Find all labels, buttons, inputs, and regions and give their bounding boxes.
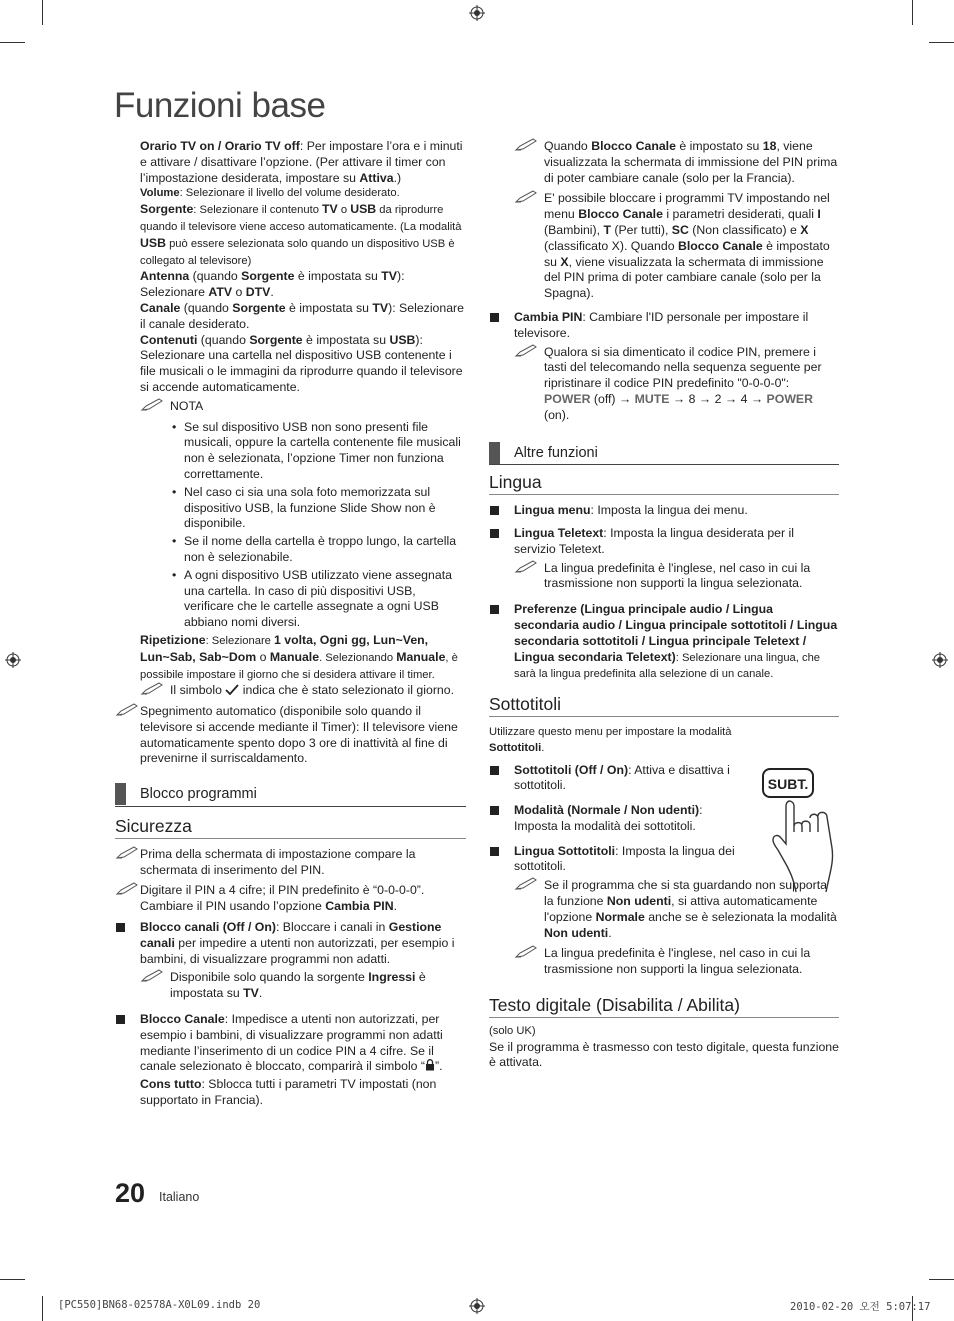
- spagna-note: E' possibile bloccare i programmi TV impostando nel menu Blocco Canale i parametri desiderati, quali I (Bambini), T (Per tutti), SC (Non classificato) e X (classificato X). Quando Blocco Canale è impostato su X, viene visualizzata la schermata di immissione del PIN prima di poter cambiare canale (solo per la Spagna).: [514, 191, 839, 302]
- spegnimento-note: Spegnimento automatico (disponibile solo quando il televisore si accende mediante il Timer): Il televisore viene automaticamente spento dopo 3 ore di inattività al fine di prevenirne il surriscaldamento.: [115, 704, 466, 767]
- crop-mark: [0, 1279, 25, 1280]
- page-language: Italiano: [159, 1190, 200, 1204]
- heading-bar: [115, 783, 126, 805]
- contenuti-text: Contenuti (quando Sorgente è impostata su USB): Selezionare una cartella nel dispositivo USB contenente i file musicali o le immagini da riprodurre quando il televisore si accende automaticamente.: [140, 332, 463, 394]
- ripetizione-text: Ripetizione: Selezionare 1 volta, Ogni gg, Lun~Ven, Lun~Sab, Sab~Dom o Manuale. Selezionando Manuale, è possibile impostare il giorno che si desidera attivare il timer.: [140, 632, 458, 681]
- blocco-canale-item: Blocco Canale: Impedisce a utenti non autorizzati, per esempio i bambini, di visualizzare programmi non adatti mediante l’inserimento di un codice PIN a 4 cifre. Se il canale selezionato è bloccato, comparirà il simbolo “ ”.: [115, 1012, 466, 1075]
- sottotitoli-intro: Utilizzare questo menu per impostare la modalità Sottotitoli.: [489, 725, 732, 754]
- pencil-note-icon: [514, 877, 538, 891]
- cambia-pin-item: Cambia PIN: Cambiare l'ID personale per impostare il televisore. Qualora si sia dimenticato il codice PIN, premere i tasti del telecomando nella sequenza seguente per ripristinare il codice PIN predefinito "0-0-0-0": POWER (off) → MUTE → 8 → 2 → 4 → POWER (on).: [489, 310, 839, 424]
- crop-mark: [42, 1296, 43, 1321]
- sottotitoli-note-1: Se il programma che si sta guardando non supporta la funzione Non udenti, si attiva automaticamente l'opzione Normale anche se è selezionata la modalità Non udenti.: [514, 878, 839, 941]
- simbolo-note: Il simbolo indica che è stato selezionato il giorno.: [140, 683, 466, 699]
- square-bullet-icon: [116, 923, 125, 932]
- pencil-note-icon: [514, 945, 538, 959]
- crop-mark: [42, 0, 43, 25]
- sicurezza-note-2: Digitare il PIN a 4 cifre; il PIN predefinito è “0-0-0-0”. Cambiare il PIN usando l’opzione Cambia PIN.: [115, 883, 466, 915]
- crop-mark: [0, 42, 25, 43]
- sottotitoli-onoff-item: Sottotitoli (Off / On): Attiva e disattiva i sottotitoli.: [489, 763, 739, 795]
- crop-mark: [929, 1279, 954, 1280]
- heading-lingua: Lingua: [489, 475, 839, 495]
- pencil-note-icon: [140, 682, 164, 696]
- pencil-note-icon: [514, 190, 538, 204]
- list-item: • A ogni dispositivo USB utilizzato viene assegnata una cartella. In caso di più dispositivi USB, verificare che le cartelle assegnate a ogni USB abbiano nomi diversi.: [172, 567, 452, 630]
- list-item: • Se il nome della cartella è troppo lungo, la cartella non è selezionabile.: [172, 534, 457, 564]
- sorgente-text: Sorgente: Selezionare il contenuto TV o USB da riprodurre quando il televisore viene acceso automaticamente. (La modalità USB può essere selezionata solo quando un dispositivo USB è collegato al televisore): [140, 202, 462, 267]
- pencil-note-icon: [514, 344, 538, 358]
- section-heading-altre: Altre funzioni: [489, 442, 839, 466]
- blocco-canali-note: Disponibile solo quando la sorgente Ingressi è impostata su TV.: [140, 970, 466, 1002]
- section-heading-blocco: Blocco programmi: [115, 783, 466, 807]
- list-item: • Se sul dispositivo USB non sono presenti file musicali, oppure la cartella contenente file musicali non è selezionata, l’opzione Timer non funziona correttamente.: [172, 419, 461, 481]
- subt-label: SUBT.: [767, 776, 809, 792]
- registration-mark-icon: [469, 5, 485, 21]
- solo-uk-text: (solo UK): [489, 1024, 536, 1037]
- lock-icon: [425, 1059, 435, 1071]
- registration-mark-icon: [5, 652, 21, 668]
- page-number: 20: [115, 1178, 146, 1208]
- heading-sottotitoli: Sottotitoli: [489, 697, 839, 717]
- volume-text: Volume: Selezionare il livello del volume desiderato.: [140, 187, 400, 200]
- nota-note: NOTA: [140, 399, 466, 415]
- left-column: [115, 139, 466, 1109]
- pencil-note-icon: [514, 560, 538, 574]
- list-item: • Nel caso ci sia una sola foto memorizzata sul dispositivo USB, la funzione Slide Show non è disponibile.: [172, 484, 436, 531]
- square-bullet-icon: [490, 506, 499, 515]
- square-bullet-icon: [490, 529, 499, 538]
- preferenze-item: Preferenze (Lingua principale audio / Lingua secondaria audio / Lingua principale sottotitoli / Lingua secondaria sottotitoli / Lingua principale Teletext / Lingua secondaria Teletext): Selezionare una lingua, che sarà la lingua predefinita alla selezione di un canale.: [489, 602, 839, 683]
- antenna-text: Antenna (quando Sorgente è impostata su TV): Selezionare ATV o DTV.: [140, 269, 405, 300]
- square-bullet-icon: [116, 1015, 125, 1024]
- pencil-note-icon: [115, 703, 139, 717]
- registration-mark-icon: [932, 652, 948, 668]
- pencil-note-icon: [115, 846, 139, 860]
- square-bullet-icon: [490, 806, 499, 815]
- blocco-18-note: Quando Blocco Canale è impostato su 18, viene visualizzata la schermata di immissione del PIN prima di poter cambiare canale (solo per la Francia).: [514, 139, 839, 186]
- pencil-note-icon: [514, 138, 538, 152]
- testo-digitale-body: Se il programma è trasmesso con testo digitale, questa funzione è attivata.: [489, 1039, 839, 1070]
- crop-mark: [929, 42, 954, 43]
- footer-timestamp: 2010-02-20 오전 5:07:17: [790, 1301, 931, 1313]
- sottotitoli-note-2: La lingua predefinita è l'inglese, nel caso in cui la trasmissione non supporti la lingua selezionata.: [514, 946, 839, 978]
- checkmark-icon: [225, 684, 239, 695]
- square-bullet-icon: [490, 766, 499, 775]
- footer-file-info: [PC550]BN68-02578A-X0L09.indb 20: [58, 1299, 261, 1311]
- lingua-note: La lingua predefinita è l'inglese, nel caso in cui la trasmissione non supporti la lingua selezionata.: [514, 561, 839, 593]
- subt-button-hand-icon: [762, 768, 840, 894]
- pencil-note-icon: [115, 882, 139, 896]
- modalita-item: Modalità (Normale / Non udenti): Imposta la modalità dei sottotitoli.: [489, 803, 739, 835]
- heading-bar: [489, 442, 500, 464]
- orario-text: Orario TV on / Orario TV off: Per impostare l’ora e i minuti e attivare / disattivare l’opzione. (Per attivare il timer con l’impostazione desiderata, impostare su Attiva.): [140, 139, 463, 185]
- lingua-sottotitoli-item: Lingua Sottotitoli: Imposta la lingua dei sottotitoli.: [489, 844, 739, 876]
- lingua-teletext-item: Lingua Teletext: Imposta la lingua desiderata per il servizio Teletext. La lingua predefinita è l'inglese, nel caso in cui la trasmissione non supporti la lingua selezionata.: [489, 526, 839, 592]
- heading-sicurezza: Sicurezza: [115, 819, 466, 839]
- page-title: Funzioni base: [114, 86, 326, 125]
- square-bullet-icon: [490, 605, 499, 614]
- lingua-menu-item: Lingua menu: Imposta la lingua dei menu.: [489, 503, 839, 519]
- pin-note: Qualora si sia dimenticato il codice PIN, premere i tasti del telecomando nella sequenza seguente per ripristinare il codice PIN predefinito "0-0-0-0": POWER (off) → MUTE → 8 → 2 → 4 → POWER (on).: [514, 345, 839, 424]
- square-bullet-icon: [490, 313, 499, 322]
- registration-mark-icon: [469, 1298, 485, 1314]
- cons-tutto-text: Cons tutto: Sblocca tutti i parametri TV impostati (non supportato in Francia).: [140, 1077, 437, 1108]
- sicurezza-note-1: Prima della schermata di impostazione compare la schermata di inserimento del PIN.: [115, 847, 466, 879]
- right-column: [489, 139, 839, 1071]
- pencil-note-icon: [140, 969, 164, 983]
- heading-testo-digitale: Testo digitale (Disabilita / Abilita): [489, 998, 839, 1018]
- crop-mark: [912, 0, 913, 25]
- canale-text: Canale (quando Sorgente è impostata su TV): Selezionare il canale desiderato.: [140, 300, 464, 331]
- square-bullet-icon: [490, 847, 499, 856]
- pencil-note-icon: [140, 398, 164, 412]
- blocco-canali-item: Blocco canali (Off / On): Bloccare i canali in Gestione canali per impedire a utenti non autorizzati, per esempio i bambini, di visualizzare programmi non adatti. Disponibile solo quando la sorgente Ingressi è impostata su TV.: [115, 920, 466, 1002]
